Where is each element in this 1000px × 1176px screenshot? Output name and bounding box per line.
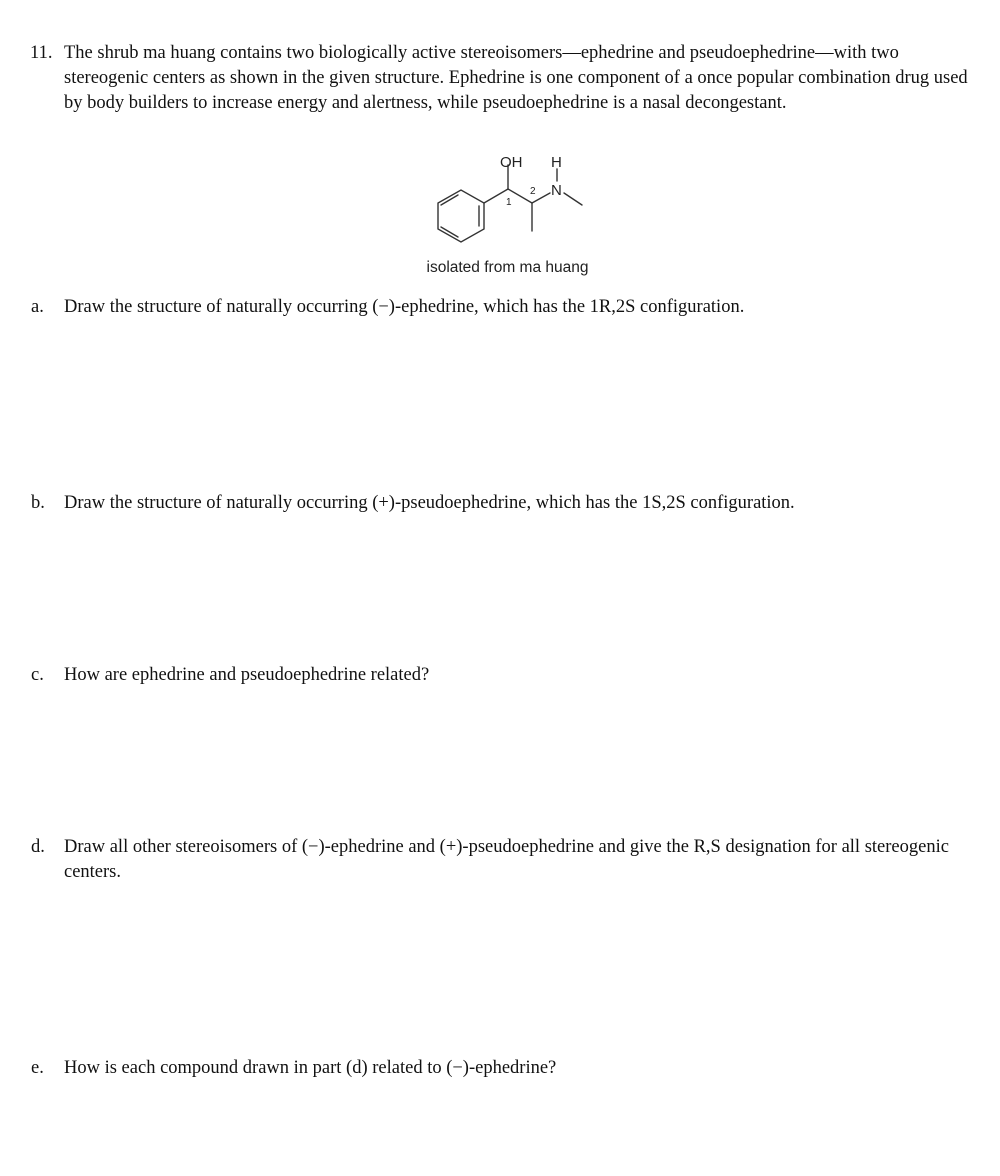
benzene-ring — [438, 190, 484, 242]
n-label: N — [551, 182, 562, 199]
question-letter: a. — [31, 297, 44, 317]
question-text: Draw the structure of naturally occurring (+)-pseudoephedrine, which has the 1S,2S configuration. — [64, 493, 795, 513]
h-label: H — [551, 154, 562, 171]
carbon-1-label: 1 — [506, 197, 512, 208]
question-text: Draw the structure of naturally occurring (−)-ephedrine, which has the 1R,2S configuration. — [64, 297, 745, 317]
skeletal-structure-drawing — [400, 145, 620, 255]
question-e — [30, 1056, 975, 1081]
question-text: How is each compound drawn in part (d) related to (−)-ephedrine? — [64, 1058, 557, 1078]
question-c — [30, 663, 975, 688]
question-letter: e. — [31, 1058, 44, 1078]
question-letter: c. — [31, 665, 44, 685]
question-letter: b. — [31, 493, 45, 513]
oh-label: OH — [500, 154, 523, 171]
problem-statement — [30, 41, 975, 116]
ephedrine-structure — [400, 145, 620, 285]
carbon-2-label: 2 — [530, 186, 536, 197]
question-text: Draw all other stereoisomers of (−)-ephedrine and (+)-pseudoephedrine and give the R,S designation for all stereogenic centers. — [64, 837, 949, 882]
question-d — [30, 835, 975, 885]
problem-number: 11. — [30, 43, 53, 63]
question-letter: d. — [31, 837, 45, 857]
question-b — [30, 491, 975, 516]
question-a — [30, 295, 975, 320]
problem-text: The shrub ma huang contains two biologically active stereoisomers—ephedrine and pseudoephedrine—with two stereogenic centers as shown in the given structure. Ephedrine is one component of a once popular combination drug used by body builders to increase energy and alertness, while pseudoephedrine is a nasal decongestant. — [64, 43, 968, 113]
structure-caption: isolated from ma huang — [426, 259, 589, 276]
question-text: How are ephedrine and pseudoephedrine related? — [64, 665, 430, 685]
